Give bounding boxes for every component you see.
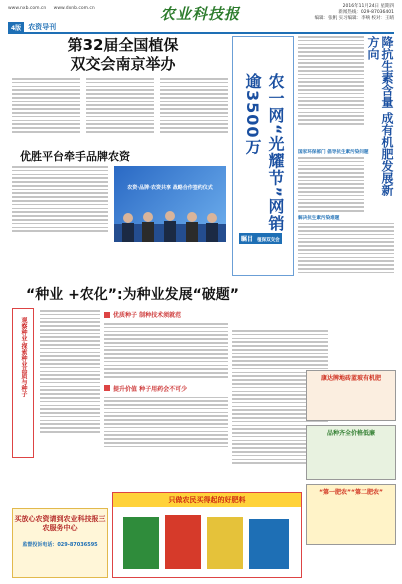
right-ad-3 [306, 484, 396, 545]
right-column-subhead-1: 国家环保部门 倡导抗生素污染问题 [298, 150, 369, 155]
right-ad-2 [306, 425, 396, 480]
issue-date: 2016年11月24日 星期四 [342, 4, 394, 9]
service-center-title: 买放心农资请到农业科技报三农服务中心 [14, 515, 106, 532]
feature-tag-sub: 植保双交会 [257, 238, 280, 243]
header-rule [8, 32, 394, 34]
people-silhouettes [114, 204, 226, 242]
feature-tag [239, 233, 282, 244]
vertical-feature-box [232, 36, 294, 276]
side-note-box [12, 308, 34, 458]
feature-body-col-2 [104, 310, 228, 449]
ceremony-banner-text: 农资·品牌·农资共享 战略合作签约仪式 [127, 185, 213, 191]
feature-subhead-2-text: 提升价值 种子用药会不可少 [113, 385, 188, 393]
dateline [284, 4, 394, 22]
article-body-text [12, 78, 228, 82]
fertilizer-ad-banner: 只做农民买得起的好肥料 [113, 493, 301, 507]
right-column-body-bottom [298, 223, 394, 274]
article-2-headline: 优胜平台牵手品牌农资 [20, 150, 130, 163]
side-note-title: 观察种业·探索种业品质与种子 [20, 317, 27, 398]
section-header [8, 22, 56, 32]
right-ad-1 [306, 370, 396, 421]
headline-line-1: 第32届全国植保 [67, 36, 179, 54]
news-hotline: 新闻热线：029-87036401 [338, 10, 394, 15]
signing-ceremony-photo [114, 166, 226, 242]
right-column-body-mid [298, 157, 364, 212]
page-header [0, 0, 402, 30]
url-primary: www.nxb.com.cn [8, 6, 47, 11]
service-center-ad [12, 508, 108, 578]
feature-subhead-1-text: 优质种子 制种技术须就范 [113, 312, 182, 319]
feature-subhead-1 [104, 310, 228, 319]
feature-headline-wrap [18, 284, 398, 304]
fertilizer-bags-image [113, 507, 301, 577]
article-headline [18, 36, 228, 74]
right-column-article [298, 36, 394, 275]
newspaper-masthead: 农业科技报 [160, 5, 241, 23]
complaint-hotline: 监督投诉电话：029-87036595 [22, 542, 98, 548]
section-title: 农资导刊 [28, 23, 57, 31]
subhead-marker-icon [104, 312, 110, 318]
headline-line-2: 双交会南京举办 [70, 55, 176, 73]
vertical-feature-headline: 农一网“光耀节”网销逾3500万 [243, 73, 285, 233]
url-secondary: www.dxnb.com.cn [53, 6, 95, 11]
site-urls [8, 6, 95, 11]
page-number-badge: 4版 [8, 22, 24, 33]
right-column-body-top [298, 36, 364, 125]
right-ad-column [306, 370, 396, 549]
right-column-headline: 降抗生素含量 成有机肥发展新方向 [366, 36, 394, 197]
right-ad-2-title: 品种齐全价格低廉 [326, 430, 375, 437]
editor-credits: 编辑：张帆 实习编辑：李响 校对：王晴 [314, 16, 394, 21]
fertilizer-ad [112, 492, 302, 578]
right-ad-3-title: “第一肥农”“第二肥农” [319, 489, 383, 496]
subhead-marker-icon [104, 385, 110, 391]
right-column-subhead-2: 解决抗生素污染难题 [298, 215, 340, 221]
feature-body-col-1 [40, 310, 100, 435]
article-2-body [12, 166, 108, 234]
feature-headline: “种业 +农化”:为种业发展“破题” [26, 287, 240, 303]
feature-tag-label: 瞩目 [241, 236, 254, 243]
right-ad-1-title: 康达牌地砖蓝玻有机肥 [320, 375, 381, 382]
feature-subhead-2 [104, 384, 228, 393]
